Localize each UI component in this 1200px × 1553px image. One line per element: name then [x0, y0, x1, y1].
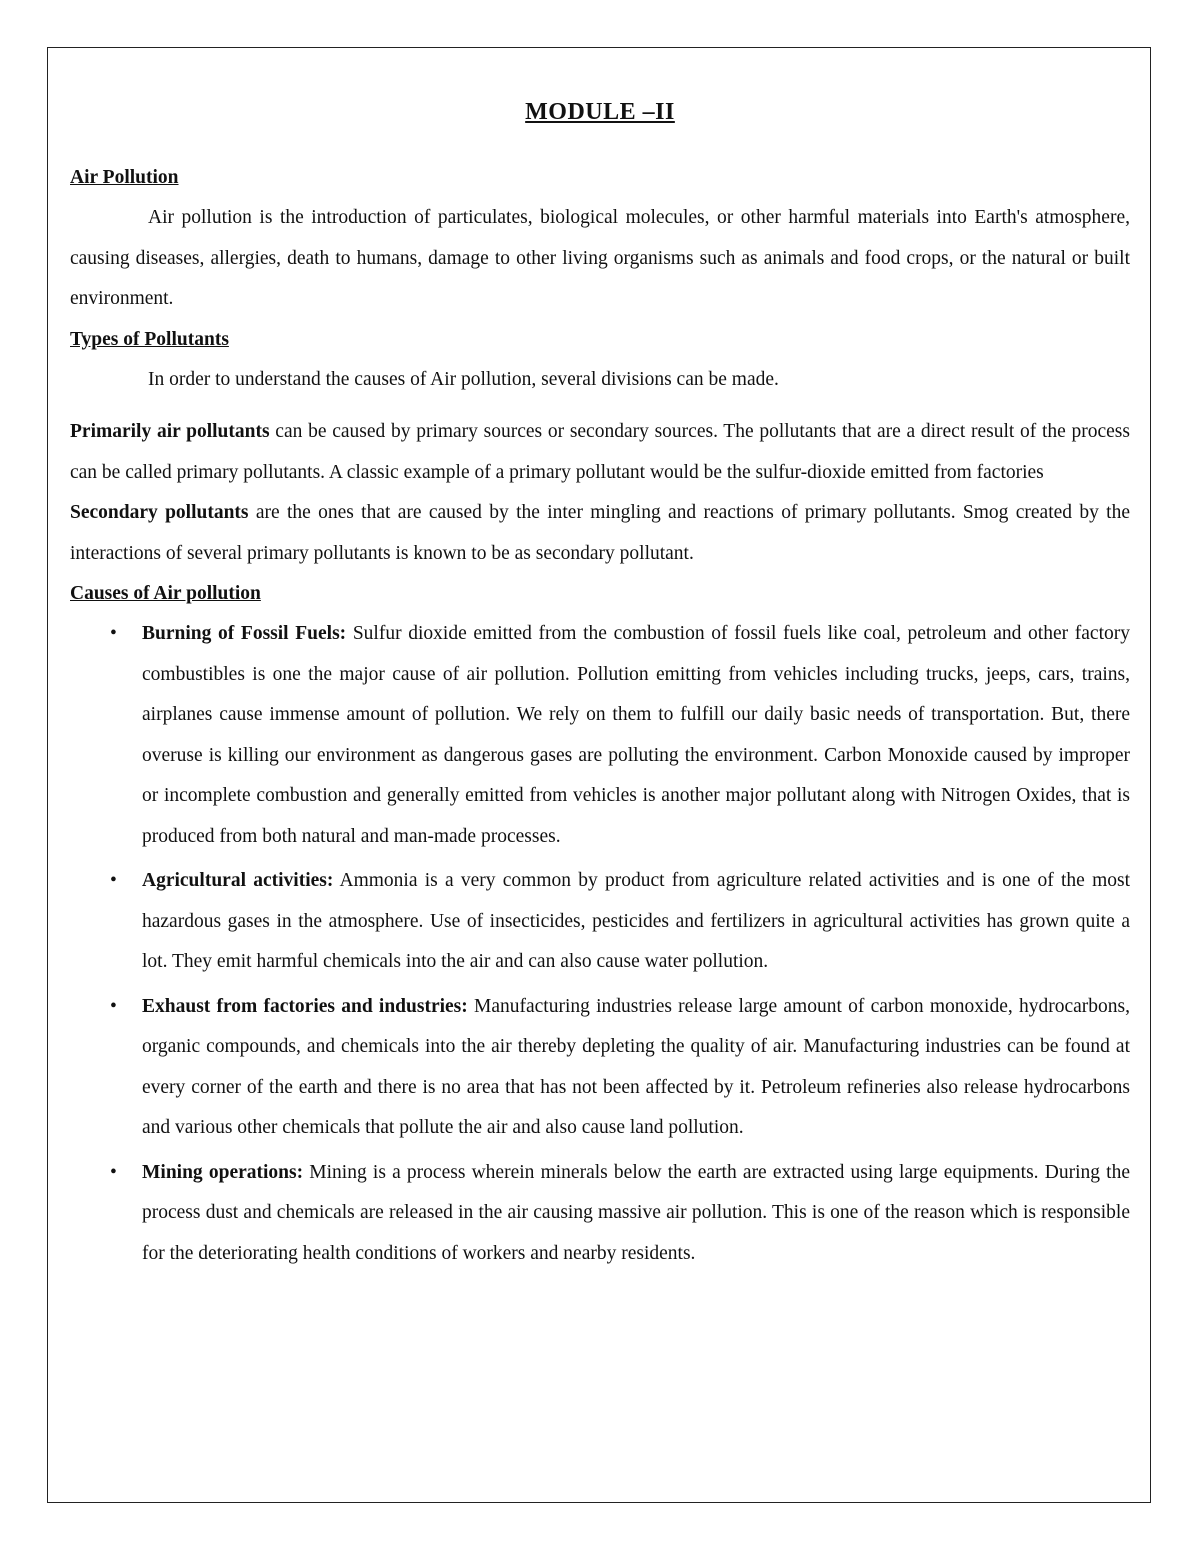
causes-heading: Causes of Air pollution: [70, 583, 261, 604]
cause-term: Exhaust from factories and industries:: [142, 995, 468, 1017]
cause-term: Burning of Fossil Fuels:: [142, 623, 347, 644]
cause-item-agricultural: [70, 861, 1130, 983]
cause-item-factories: [70, 987, 1130, 1149]
bullet-icon: •: [110, 623, 117, 644]
bullet-icon: •: [110, 1161, 117, 1183]
cause-term: Agricultural activities:: [142, 870, 334, 891]
cause-text: Sulfur dioxide emitted from the combustion of fossil fuels like coal, petroleum and other factory combustibles is one the major cause of air pollution. Pollution emitting from vehicles including trucks, jeeps, cars, trains, airplanes cause immense amount of pollution. We rely on them to fulfill our daily basic needs of transportation. But, there overuse is killing our environment as dangerous gases are polluting the environment. Carbon Monoxide caused by improper or incomplete combustion and generally emitted from vehicles is another major pollutant along with Nitrogen Oxides, that is produced from both natural and man-made processes.: [142, 623, 1130, 847]
cause-text: Manufacturing industries release large amount of carbon monoxide, hydrocarbons, organic compounds, and chemicals into the air thereby depleting the quality of air. Manufacturing industries can be found at every corner of the earth and there is no area that has not been affected by it. Petroleum refineries also release hydrocarbons and various other chemicals that pollute the air and also cause land pollution.: [142, 995, 1131, 1138]
cause-text: Ammonia is a very common by product from agriculture related activities and is one of the most hazardous gases in the atmosphere. Use of insecticides, pesticides and fertilizers in agricultural activities has grown quite a lot. They emit harmful chemicals into the air and can also cause water pollution.: [142, 870, 1130, 972]
document-content: [70, 92, 1130, 1278]
primary-pollutants-term: Primarily air pollutants: [70, 421, 270, 442]
cause-term: Mining operations:: [142, 1161, 304, 1183]
secondary-pollutants-term: Secondary pollutants: [70, 502, 249, 523]
types-intro: In order to understand the causes of Air pollution, several divisions can be made.: [148, 368, 779, 390]
cause-item-mining: [70, 1153, 1130, 1275]
bullet-icon: •: [110, 870, 117, 891]
cause-item-fossil-fuels: [70, 614, 1130, 857]
air-pollution-heading: Air Pollution: [70, 167, 179, 188]
primary-pollutants-paragraph: [70, 412, 1130, 493]
primary-pollutants-text: can be caused by primary sources or secondary sources. The pollutants that are a direct result of the process can be called primary pollutants. A classic example of a primary pollutant would be the sulfur-dioxide emitted from factories: [70, 421, 1130, 483]
secondary-pollutants-text: are the ones that are caused by the inter mingling and reactions of primary pollutants. Smog created by the interactions of several primary pollutants is known to be as secondary pollutant.: [70, 502, 1130, 564]
secondary-pollutants-paragraph: [70, 493, 1130, 574]
cause-text: Mining is a process wherein minerals below the earth are extracted using large equipments. During the process dust and chemicals are released in the air causing massive air pollution. This is one of the reason which is responsible for the deteriorating health conditions of workers and nearby residents.: [142, 1161, 1130, 1264]
types-of-pollutants-heading: Types of Pollutants: [70, 328, 229, 350]
bullet-icon: •: [110, 995, 117, 1017]
air-pollution-definition: Air pollution is the introduction of particulates, biological molecules, or other harmful materials into Earth's atmosphere, causing diseases, allergies, death to humans, damage to other living organisms such as animals and food crops, or the natural or built environment.: [70, 207, 1130, 309]
causes-list: [70, 614, 1130, 1274]
module-title: MODULE –II: [525, 99, 675, 125]
